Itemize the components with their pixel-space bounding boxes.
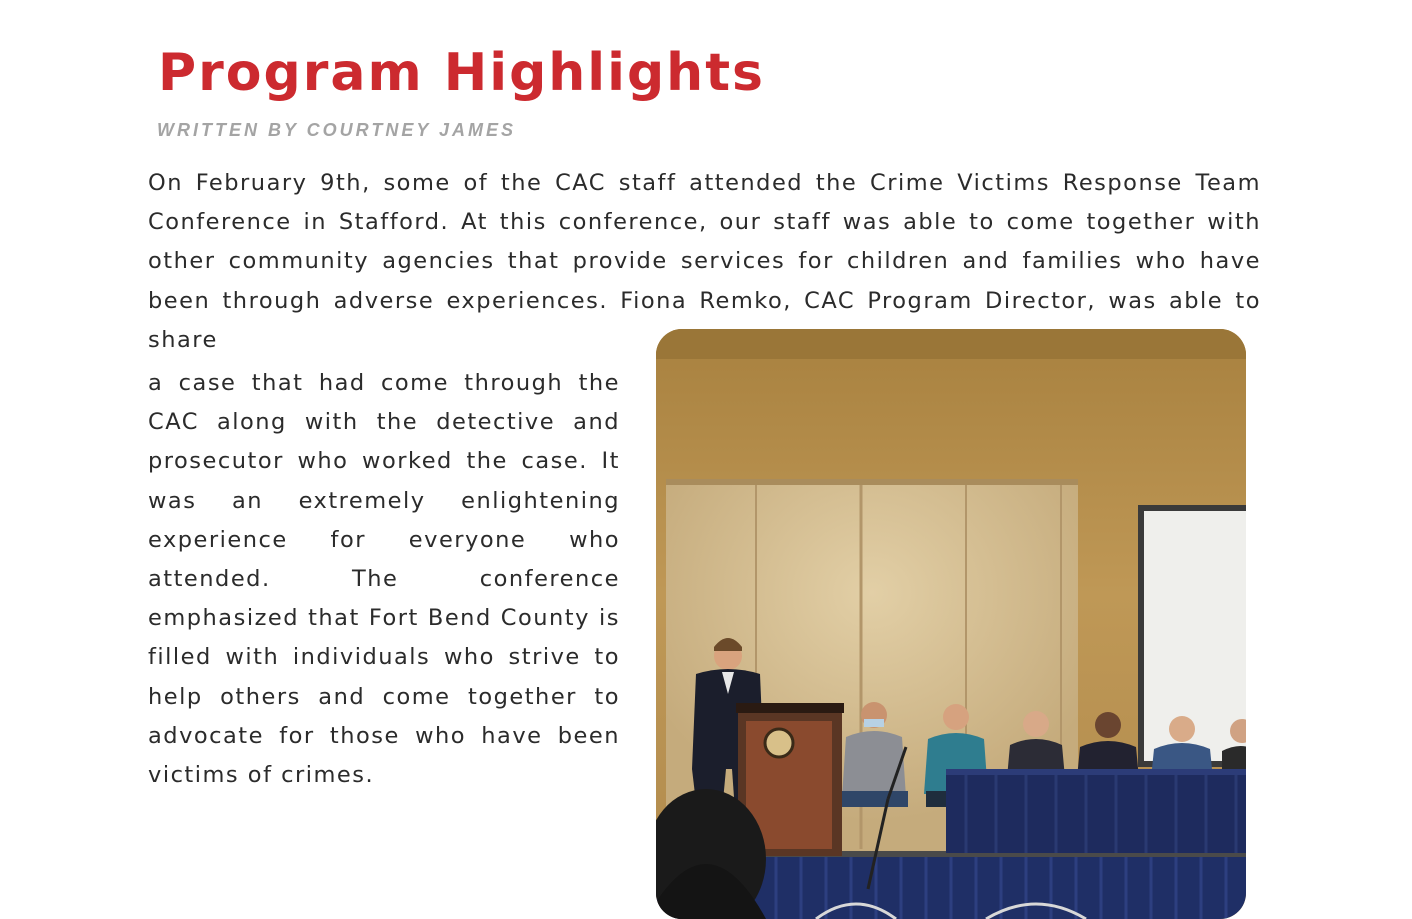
conference-photo [656, 329, 1246, 919]
conference-photo-illustration [656, 329, 1246, 919]
author-byline: WRITTEN BY COURTNEY JAMES [157, 120, 517, 140]
panel-table [946, 769, 1246, 853]
article-paragraph-continued: a case that had come through the CAC along with the detective and prosecutor who worked the case. It was an extremely enlightening experience for everyone who attended. The conference emphasized that Fort Bend County is filled with individuals who strive to help others and come together to advocate for those who have been victims of crimes. [148, 370, 620, 789]
article-paragraph-intro: On February 9th, some of the CAC staff attended the Crime Victims Response Team Conference in Stafford. At this conference, our staff was able to come together with other community agencies that provide services for children and families who have been through adverse experiences. Fiona Remko, CAC Program Director, was able to share [148, 170, 1261, 353]
ceiling-edge [656, 329, 1246, 359]
page-title: Program Highlights [158, 43, 766, 103]
